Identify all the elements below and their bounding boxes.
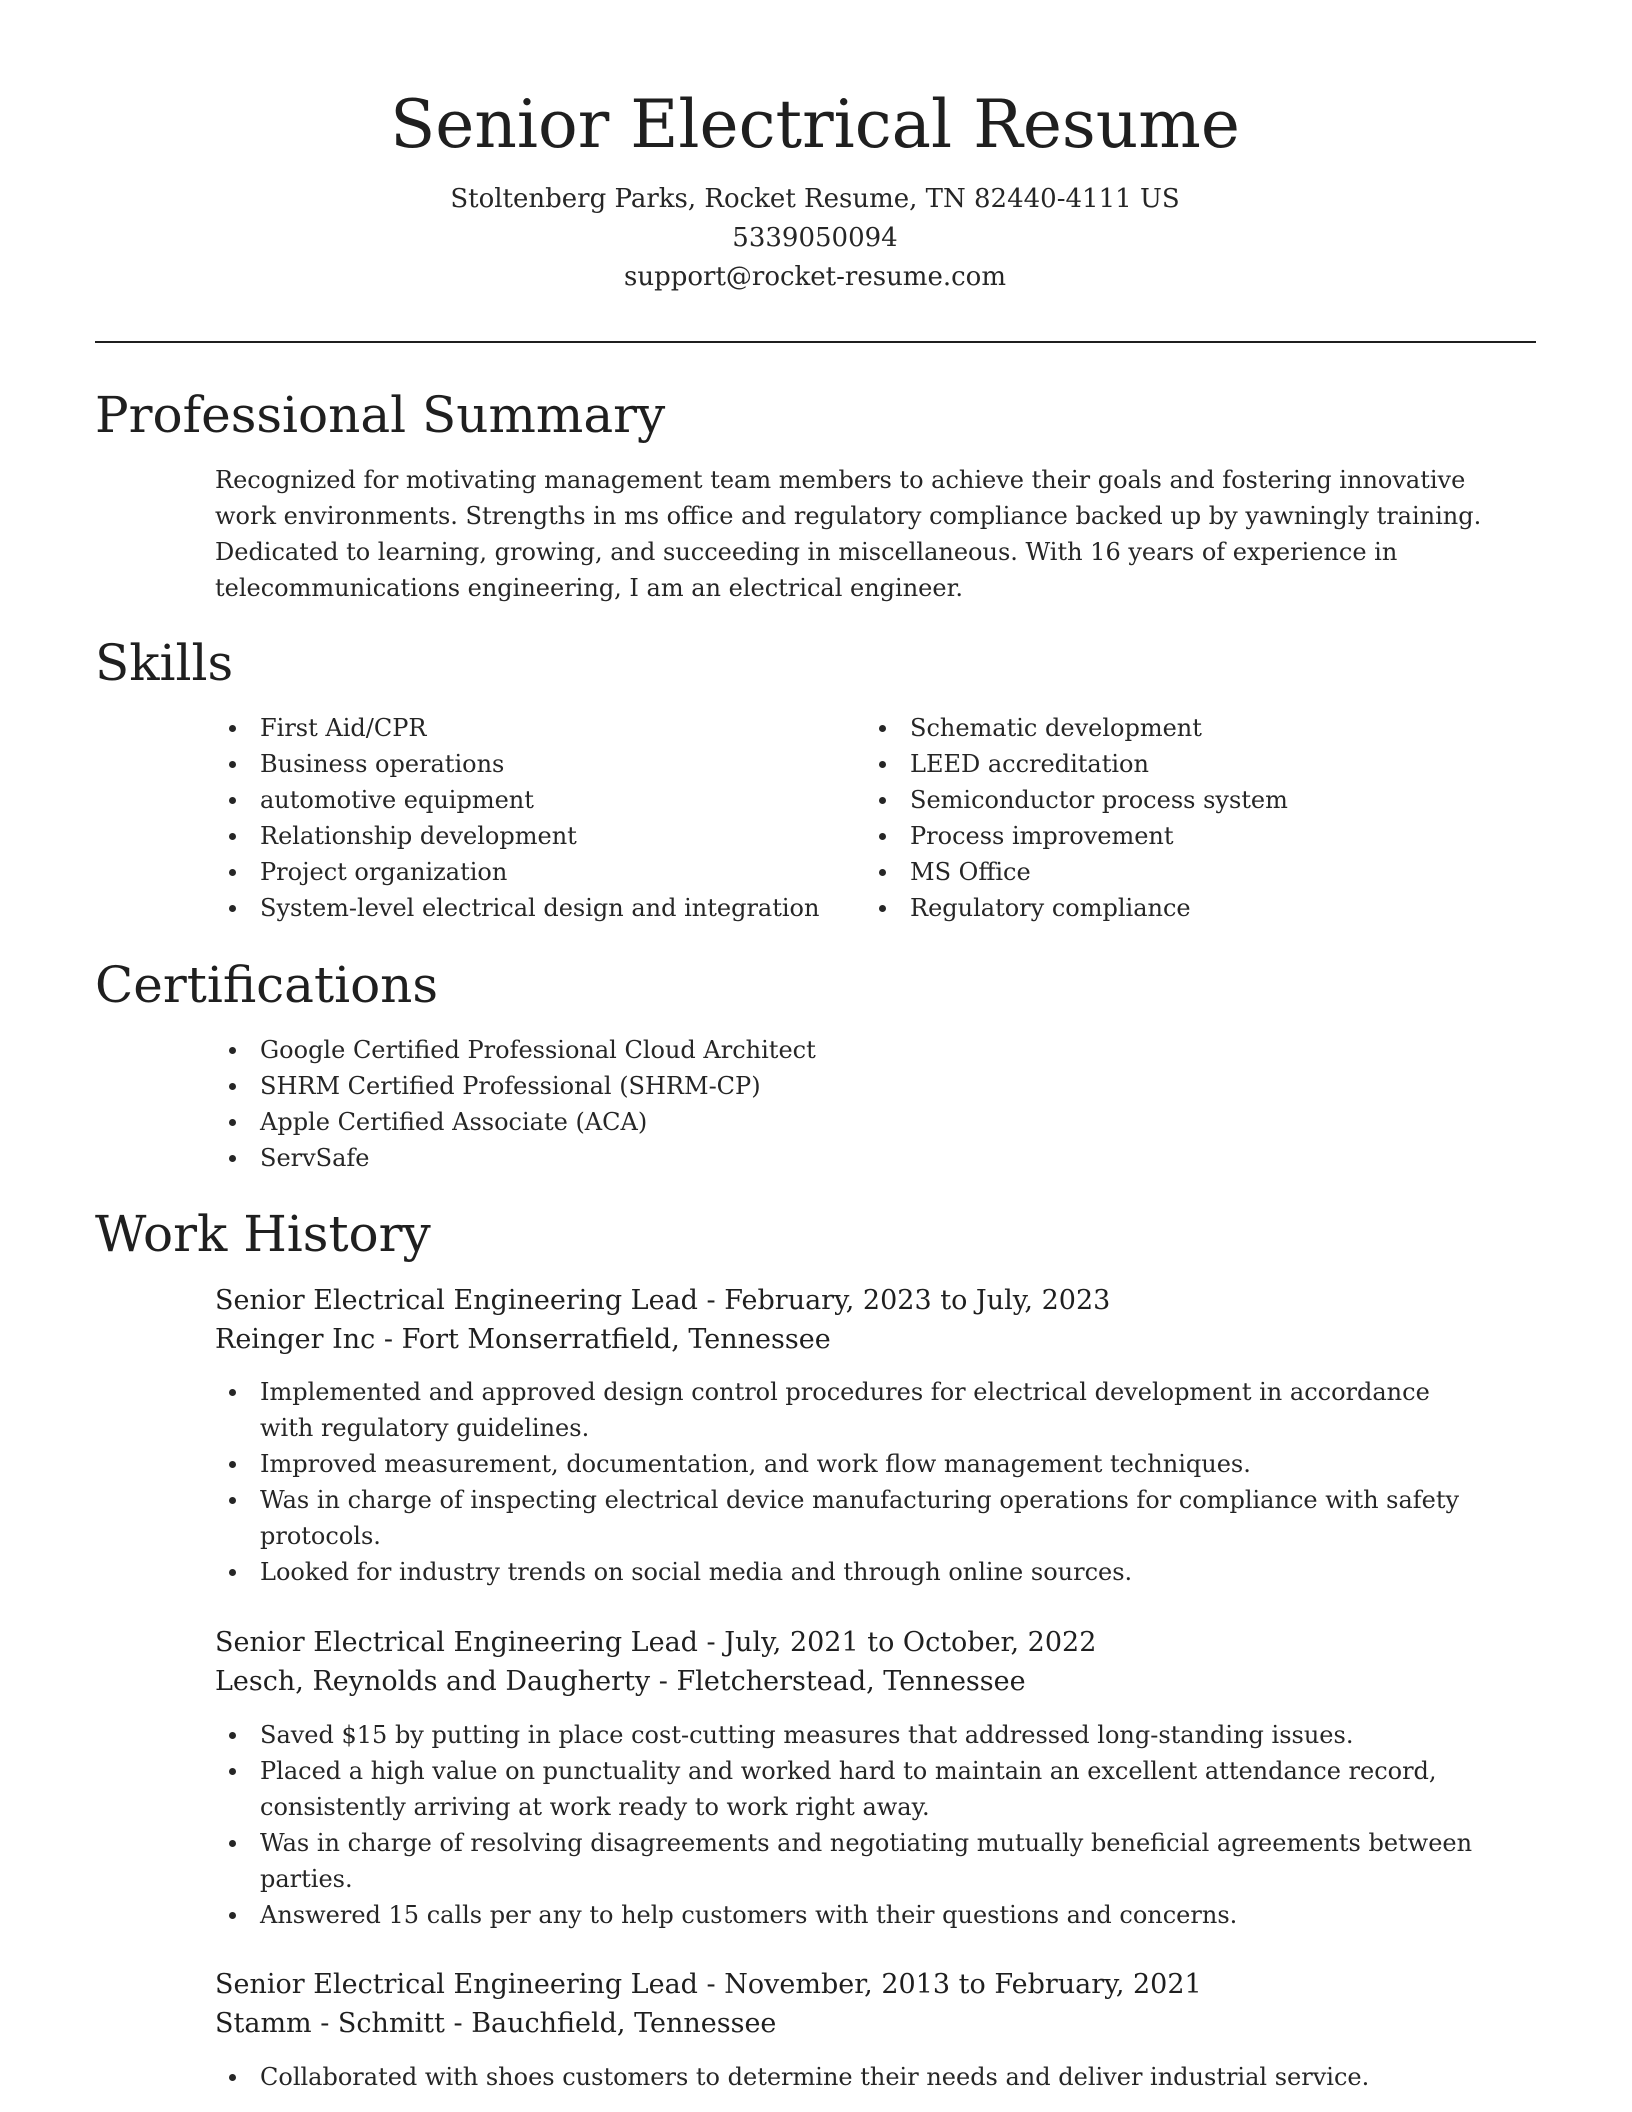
job-title: Senior Electrical Engineering Lead: [215, 1627, 698, 1658]
contact-email: support@rocket-resume.com: [623, 262, 1006, 292]
job-bullet: Saved $15 by putting in place cost-cutting measures that addressed long-standing issues.: [215, 1717, 1485, 1753]
job-dates: February, 2023 to July, 2023: [724, 1285, 1111, 1316]
job-separator: -: [650, 1666, 677, 1697]
skill-item: automotive equipment: [215, 782, 855, 818]
job-company-line: [215, 1320, 1515, 1359]
header-divider: [95, 341, 1536, 343]
job-bullet: Improved measurement, documentation, and work flow management techniques.: [215, 1446, 1485, 1482]
skills-list-left: [215, 710, 855, 926]
job-company: Reinger Inc: [215, 1324, 376, 1355]
job-bullet: Was in charge of resolving disagreements and negotiating mutually beneficial agreements between parties.: [215, 1825, 1485, 1897]
certifications-heading: Certifications: [95, 956, 439, 1014]
job-bullet: Implemented and approved design control procedures for electrical development in accordance with regulatory guidelines.: [215, 1374, 1485, 1446]
certification-item: SHRM Certified Professional (SHRM-CP): [215, 1068, 1515, 1104]
job-dates: November, 2013 to February, 2021: [724, 1969, 1202, 2000]
skill-item: MS Office: [865, 854, 1525, 890]
contact-phone: 5339050094: [732, 223, 898, 253]
job-separator: -: [697, 1627, 725, 1658]
skill-item: Regulatory compliance: [865, 890, 1525, 926]
job-company-line: [215, 2004, 1515, 2043]
job-title: Senior Electrical Engineering Lead: [215, 1969, 698, 2000]
resume-header: [95, 80, 1535, 297]
job-bullets: [215, 1717, 1485, 1933]
job-bullet: Looked for industry trends on social media and through online sources.: [215, 1554, 1485, 1590]
resume-title: Senior Electrical Resume: [390, 86, 1240, 163]
job-separator: -: [697, 1969, 725, 2000]
certification-item: Google Certified Professional Cloud Architect: [215, 1032, 1515, 1068]
contact-address: Stoltenberg Parks, Rocket Resume, TN 82440-4111 US: [450, 184, 1180, 214]
job-bullet: Answered 15 calls per any to help customers with their questions and concerns.: [215, 1897, 1485, 1933]
skill-item: Schematic development: [865, 710, 1525, 746]
job-bullet: Placed a high value on punctuality and worked hard to maintain an excellent attendance record, consistently arriving at work ready to work right away.: [215, 1753, 1485, 1825]
skill-item: LEED accreditation: [865, 746, 1525, 782]
contact-block: [95, 180, 1535, 297]
job-bullet: Was in charge of inspecting electrical device manufacturing operations for compliance with safety protocols.: [215, 1482, 1485, 1554]
skill-item: Business operations: [215, 746, 855, 782]
work-history-heading: Work History: [95, 1205, 431, 1263]
job-separator: -: [444, 2008, 472, 2039]
certifications-list: [215, 1032, 1515, 1176]
skill-item: First Aid/CPR: [215, 710, 855, 746]
summary-heading: Professional Summary: [95, 386, 666, 444]
job-bullets: [215, 2059, 1485, 2095]
job-company-line: [215, 1662, 1515, 1701]
job-title: Senior Electrical Engineering Lead: [215, 1285, 698, 1316]
job-title-line: [215, 1281, 1515, 1320]
job-separator: -: [697, 1285, 725, 1316]
skill-item: Process improvement: [865, 818, 1525, 854]
job-location: Bauchfield, Tennessee: [471, 2008, 777, 2039]
job-title-line: [215, 1623, 1515, 1662]
job-separator: -: [375, 1324, 402, 1355]
job-company: Lesch, Reynolds and Daugherty: [215, 1666, 651, 1697]
job-dates: July, 2021 to October, 2022: [724, 1627, 1097, 1658]
job-company: Stamm - Schmitt: [215, 2008, 445, 2039]
job-title-line: [215, 1965, 1515, 2004]
job-bullets: [215, 1374, 1485, 1590]
summary-text: Recognized for motivating management team members to achieve their goals and fostering innovative work environments. Strengths in ms office and regulatory compliance backed up by yawningly training. Dedicated to learning, growing, and succeeding in miscellaneous. With 16 years of experience in telecommunications engineering, I am an electrical engineer.: [215, 466, 1482, 602]
skill-item: Relationship development: [215, 818, 855, 854]
skill-item: Semiconductor process system: [865, 782, 1525, 818]
skills-heading: Skills: [95, 634, 234, 692]
skills-list-right: [865, 710, 1525, 926]
job-location: Fort Monserratfield, Tennessee: [401, 1324, 831, 1355]
certification-item: Apple Certified Associate (ACA): [215, 1104, 1515, 1140]
skill-item: System-level electrical design and integration: [215, 890, 855, 926]
certification-item: ServSafe: [215, 1140, 1515, 1176]
skill-item: Project organization: [215, 854, 855, 890]
job-bullet: Collaborated with shoes customers to determine their needs and deliver industrial service.: [215, 2059, 1485, 2095]
job-location: Fletcherstead, Tennessee: [676, 1666, 1026, 1697]
